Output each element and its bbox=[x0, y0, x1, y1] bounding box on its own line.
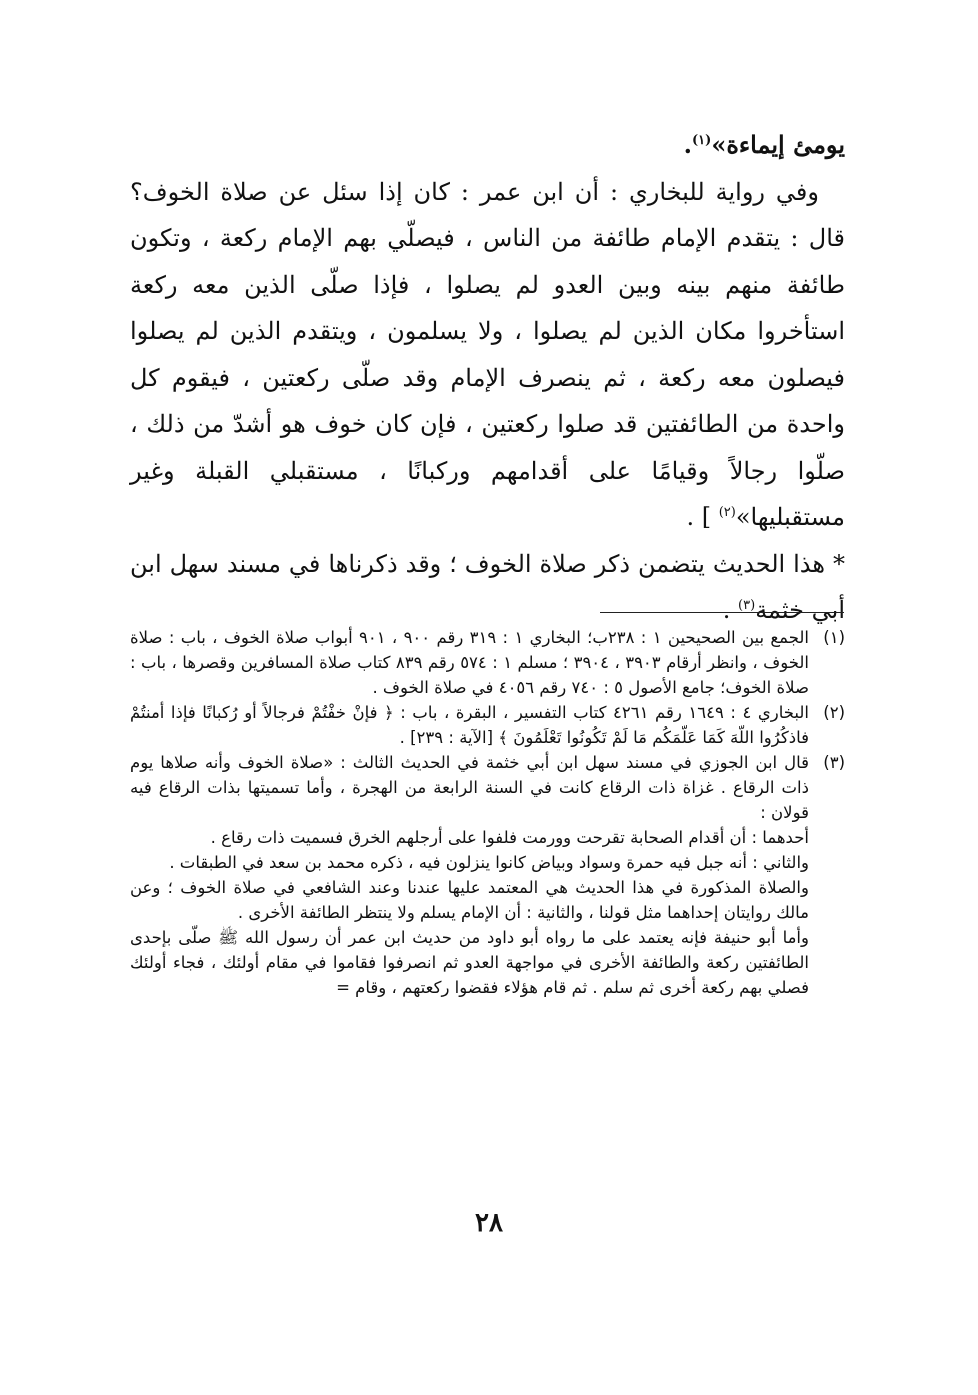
footnote-number: (٢) bbox=[823, 703, 845, 722]
commentary-paragraph bbox=[130, 541, 845, 634]
footnote-text: الجمع بين الصحيحين ١ : ٢٣٨ب؛ البخاري ١ : ٣١٩ رقم ٩٠٠ ، ٩٠١ أبواب صلاة الخوف ، باب : صلاة الخوف ، وانظر أرقام ٣٩٠٣ ، ٣٩٠٤ ؛ مسلم ١ : ٥٧٤ رقم ٨٣٩ كتاب صلاة المسافرين وقصرها ، باب : صلاة الخوف؛ جامع الأصول ٥ : ٧٤٠ رقم ٤٠٥٦ في صلاة الخوف . bbox=[130, 628, 810, 697]
bukhari-narration-tail: ] . bbox=[686, 503, 719, 531]
footnote-paragraph: والصلاة المذكورة في هذا الحديث هي المعتمد عليها عندنا وعند الشافعي في صلاة الخوف ؛ وعن مالك روايتان إحداهما مثل قولنا ، والثانية : أن الإمام يسلم ولا ينتظر الطائفة الأخرى . bbox=[130, 878, 809, 922]
footnote-ref-1: (١) bbox=[692, 133, 712, 148]
footnote-ref-2: (٢) bbox=[718, 505, 736, 520]
footnote-2 bbox=[130, 700, 845, 750]
footnotes bbox=[130, 625, 845, 1000]
footnote-paragraph: أحدهما : أن أقدام الصحابة تقرحت وورمت فلفوا على أرجلهم الخرق فسميت ذات رقاع . bbox=[210, 828, 809, 847]
bukhari-narration-paragraph bbox=[130, 169, 845, 541]
page-number: ٢٨ bbox=[475, 1208, 503, 1238]
continuation-line bbox=[130, 122, 845, 169]
continuation-text: يومئ إيماءة» bbox=[711, 130, 845, 159]
footnote-paragraph: قال ابن الجوزي في مسند سهل ابن أبي خثمة في الحديث الثالث : «صلاة الخوف وأنه صلاها يوم ذات الرقاع . غزاة ذات الرقاع كانت في السنة الرابعة من الهجرة ، وأما تسميتها بذات الرقاع فيه قولان : bbox=[130, 753, 809, 822]
footnote-paragraph: وأما أبو حنيفة فإنه يعتمد على ما رواه أبو داود من حديث ابن عمر أن رسول الله ﷺ صلّى بإحدى الطائفتين ركعة والطائفة الأخرى في مواجهة العدو ثم انصرفوا فقاموا في مقام أولئك ، فجاء أولئك فصلي بهم ركعة أخرى ثم سلم . ثم قام هؤلاء فقضوا ركعتهم ، وقام = bbox=[130, 928, 809, 997]
continuation-tail: . bbox=[683, 130, 693, 159]
main-text bbox=[130, 122, 845, 634]
footnote-1 bbox=[130, 625, 845, 700]
commentary-tail: . bbox=[722, 596, 739, 624]
footnote-number: (٣) bbox=[823, 753, 845, 772]
commentary-text: * هذا الحديث يتضمن ذكر صلاة الخوف ؛ وقد ذكرناها في مسند سهل ابن أبي خثمة bbox=[130, 549, 845, 624]
footnote-paragraph: والثاني : أنه جبل فيه حمرة وسواد وبياض كانوا ينزلون فيه ، ذكره محمد بن سعد في الطبقات . bbox=[169, 853, 809, 872]
bukhari-narration-text: وفي رواية للبخاري : أن ابن عمر : كان إذا سئل عن صلاة الخوف؟ قال : يتقدم الإمام طائفة من الناس ، فيصلّي بهم الإمام ركعة ، وتكون طائفة منهم بينه وبين العدو لم يصلوا ، فإذا صلّى الذين معه ركعة استأخروا مكان الذين لم يصلوا ، ولا يسلمون ، ويتقدم الذين لم يصلوا فيصلون معه ركعة ، ثم ينصرف الإمام وقد صلّى ركعتين ، فيقوم كل واحدة من الطائفتين قد صلوا ركعتين ، فإن كان خوف هو أشدّ من ذلك ، صلّوا رجالاً وقيامًا على أقدامهم وركبانًا ، مستقبلي القبلة وغير مستقبليها» bbox=[130, 177, 846, 531]
footnote-separator bbox=[600, 612, 844, 613]
footnote-ref-3: (٣) bbox=[738, 598, 756, 613]
footnote-3 bbox=[130, 750, 845, 1000]
footnote-text: البخاري ٤ : ١٦٤٩ رقم ٤٢٦١ كتاب التفسير ، البقرة ، باب : ﴿ فإنْ خفْتُمْ فرجالاً أو رُكبانًا فإذا أمنتُمْ فاذكُرُوا اللّهَ كَمَا عَلّمَكُم مَا لَمْ تَكُونُوا تَعْلَمُونَ ﴾ [الآية : ٢٣٩] . bbox=[130, 703, 810, 747]
footnote-number: (١) bbox=[823, 628, 845, 647]
